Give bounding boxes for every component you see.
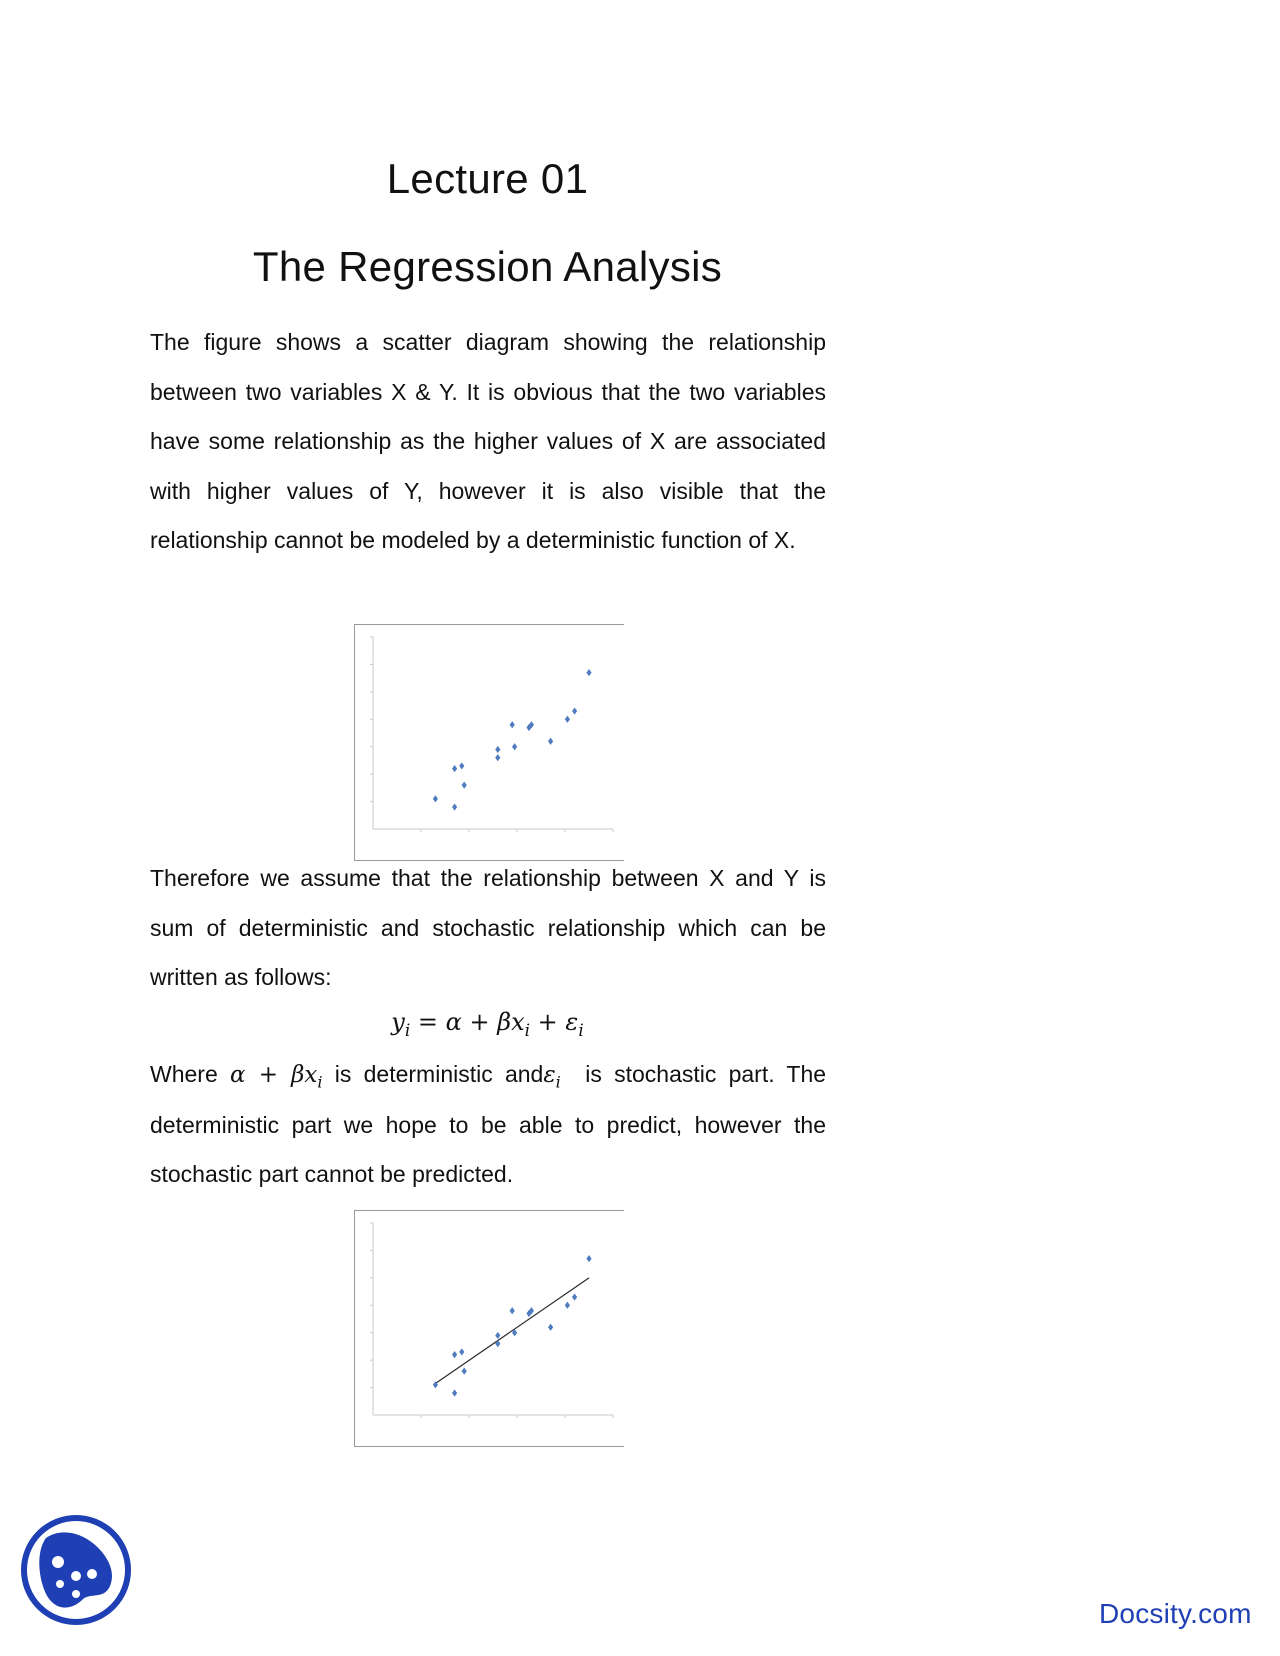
scatter-point [452, 1389, 457, 1396]
scatter-point [462, 1368, 467, 1375]
eq-plus: + [469, 1008, 490, 1036]
regression-chart [355, 1211, 625, 1448]
scatter-point [459, 1348, 464, 1355]
scatter-chart [355, 625, 625, 862]
eq-y-subscript: i [404, 1019, 411, 1040]
scatter-point [572, 707, 577, 714]
eq-plus: + [537, 1008, 558, 1036]
scatter-point [495, 746, 500, 753]
middle-text: is deterministic and [334, 1061, 544, 1087]
trendline [435, 1278, 589, 1384]
scatter-point [452, 765, 457, 772]
eq-epsilon: ε [565, 1008, 579, 1036]
regression-figure [354, 1210, 624, 1447]
where-text: Where [150, 1061, 218, 1087]
scatter-point [586, 1255, 591, 1262]
term-x-subscript: i [317, 1072, 323, 1092]
eq-equals: = [417, 1008, 438, 1036]
eq-beta: β [497, 1008, 512, 1036]
term-plus: + [258, 1062, 278, 1088]
scatter-point [572, 1293, 577, 1300]
eq-epsilon-subscript: i [578, 1019, 584, 1040]
scatter-point [586, 669, 591, 676]
scatter-point [452, 1351, 457, 1358]
eq-x-subscript: i [524, 1019, 531, 1040]
rest-text: is stochastic part. The deterministic part we hope to be able to predict, however the stochastic part cannot be predicted. [150, 1061, 827, 1188]
scatter-figure [354, 624, 624, 861]
term-beta: β [291, 1062, 305, 1088]
assumption-paragraph: Therefore we assume that the relationship between X and Y is sum of deterministic and stochastic relationship which can be written as follows: [150, 865, 826, 991]
stochastic-term [543, 1062, 561, 1092]
scatter-point [565, 716, 570, 723]
lecture-title: Lecture 01 [386, 155, 589, 202]
intro-paragraph: The figure shows a scatter diagram showing the relationship between two variables X & Y. It is obvious that the two variables have some relationship as the higher values of X are associated with higher values of Y, however it is also visible that the relationship cannot be modeled by a deterministic function of X. [150, 329, 826, 554]
scatter-point [433, 795, 438, 802]
scatter-point [452, 803, 457, 810]
term-alpha: α [229, 1062, 246, 1088]
explanation-paragraph [150, 1050, 826, 1200]
term-x: x [304, 1062, 318, 1088]
scatter-point [512, 743, 517, 750]
eq-y: y [391, 1008, 405, 1036]
scatter-point [565, 1302, 570, 1309]
scatter-point [548, 738, 553, 745]
scatter-point [495, 1332, 500, 1339]
deterministic-term [229, 1062, 323, 1092]
term-epsilon: ε [543, 1062, 556, 1088]
eq-x: x [511, 1008, 525, 1036]
scatter-point [495, 754, 500, 761]
scatter-point [462, 782, 467, 789]
scatter-point [510, 721, 515, 728]
scatter-point [510, 1307, 515, 1314]
docsity-logo-icon[interactable] [20, 1514, 132, 1626]
scatter-point [459, 762, 464, 769]
eq-alpha: α [445, 1008, 462, 1036]
docsity-brand-link[interactable]: Docsity.com [1099, 1598, 1252, 1629]
scatter-point [548, 1324, 553, 1331]
lecture-subtitle: The Regression Analysis [252, 243, 723, 290]
regression-equation [0, 1008, 975, 1040]
term-epsilon-subscript: i [555, 1072, 561, 1092]
